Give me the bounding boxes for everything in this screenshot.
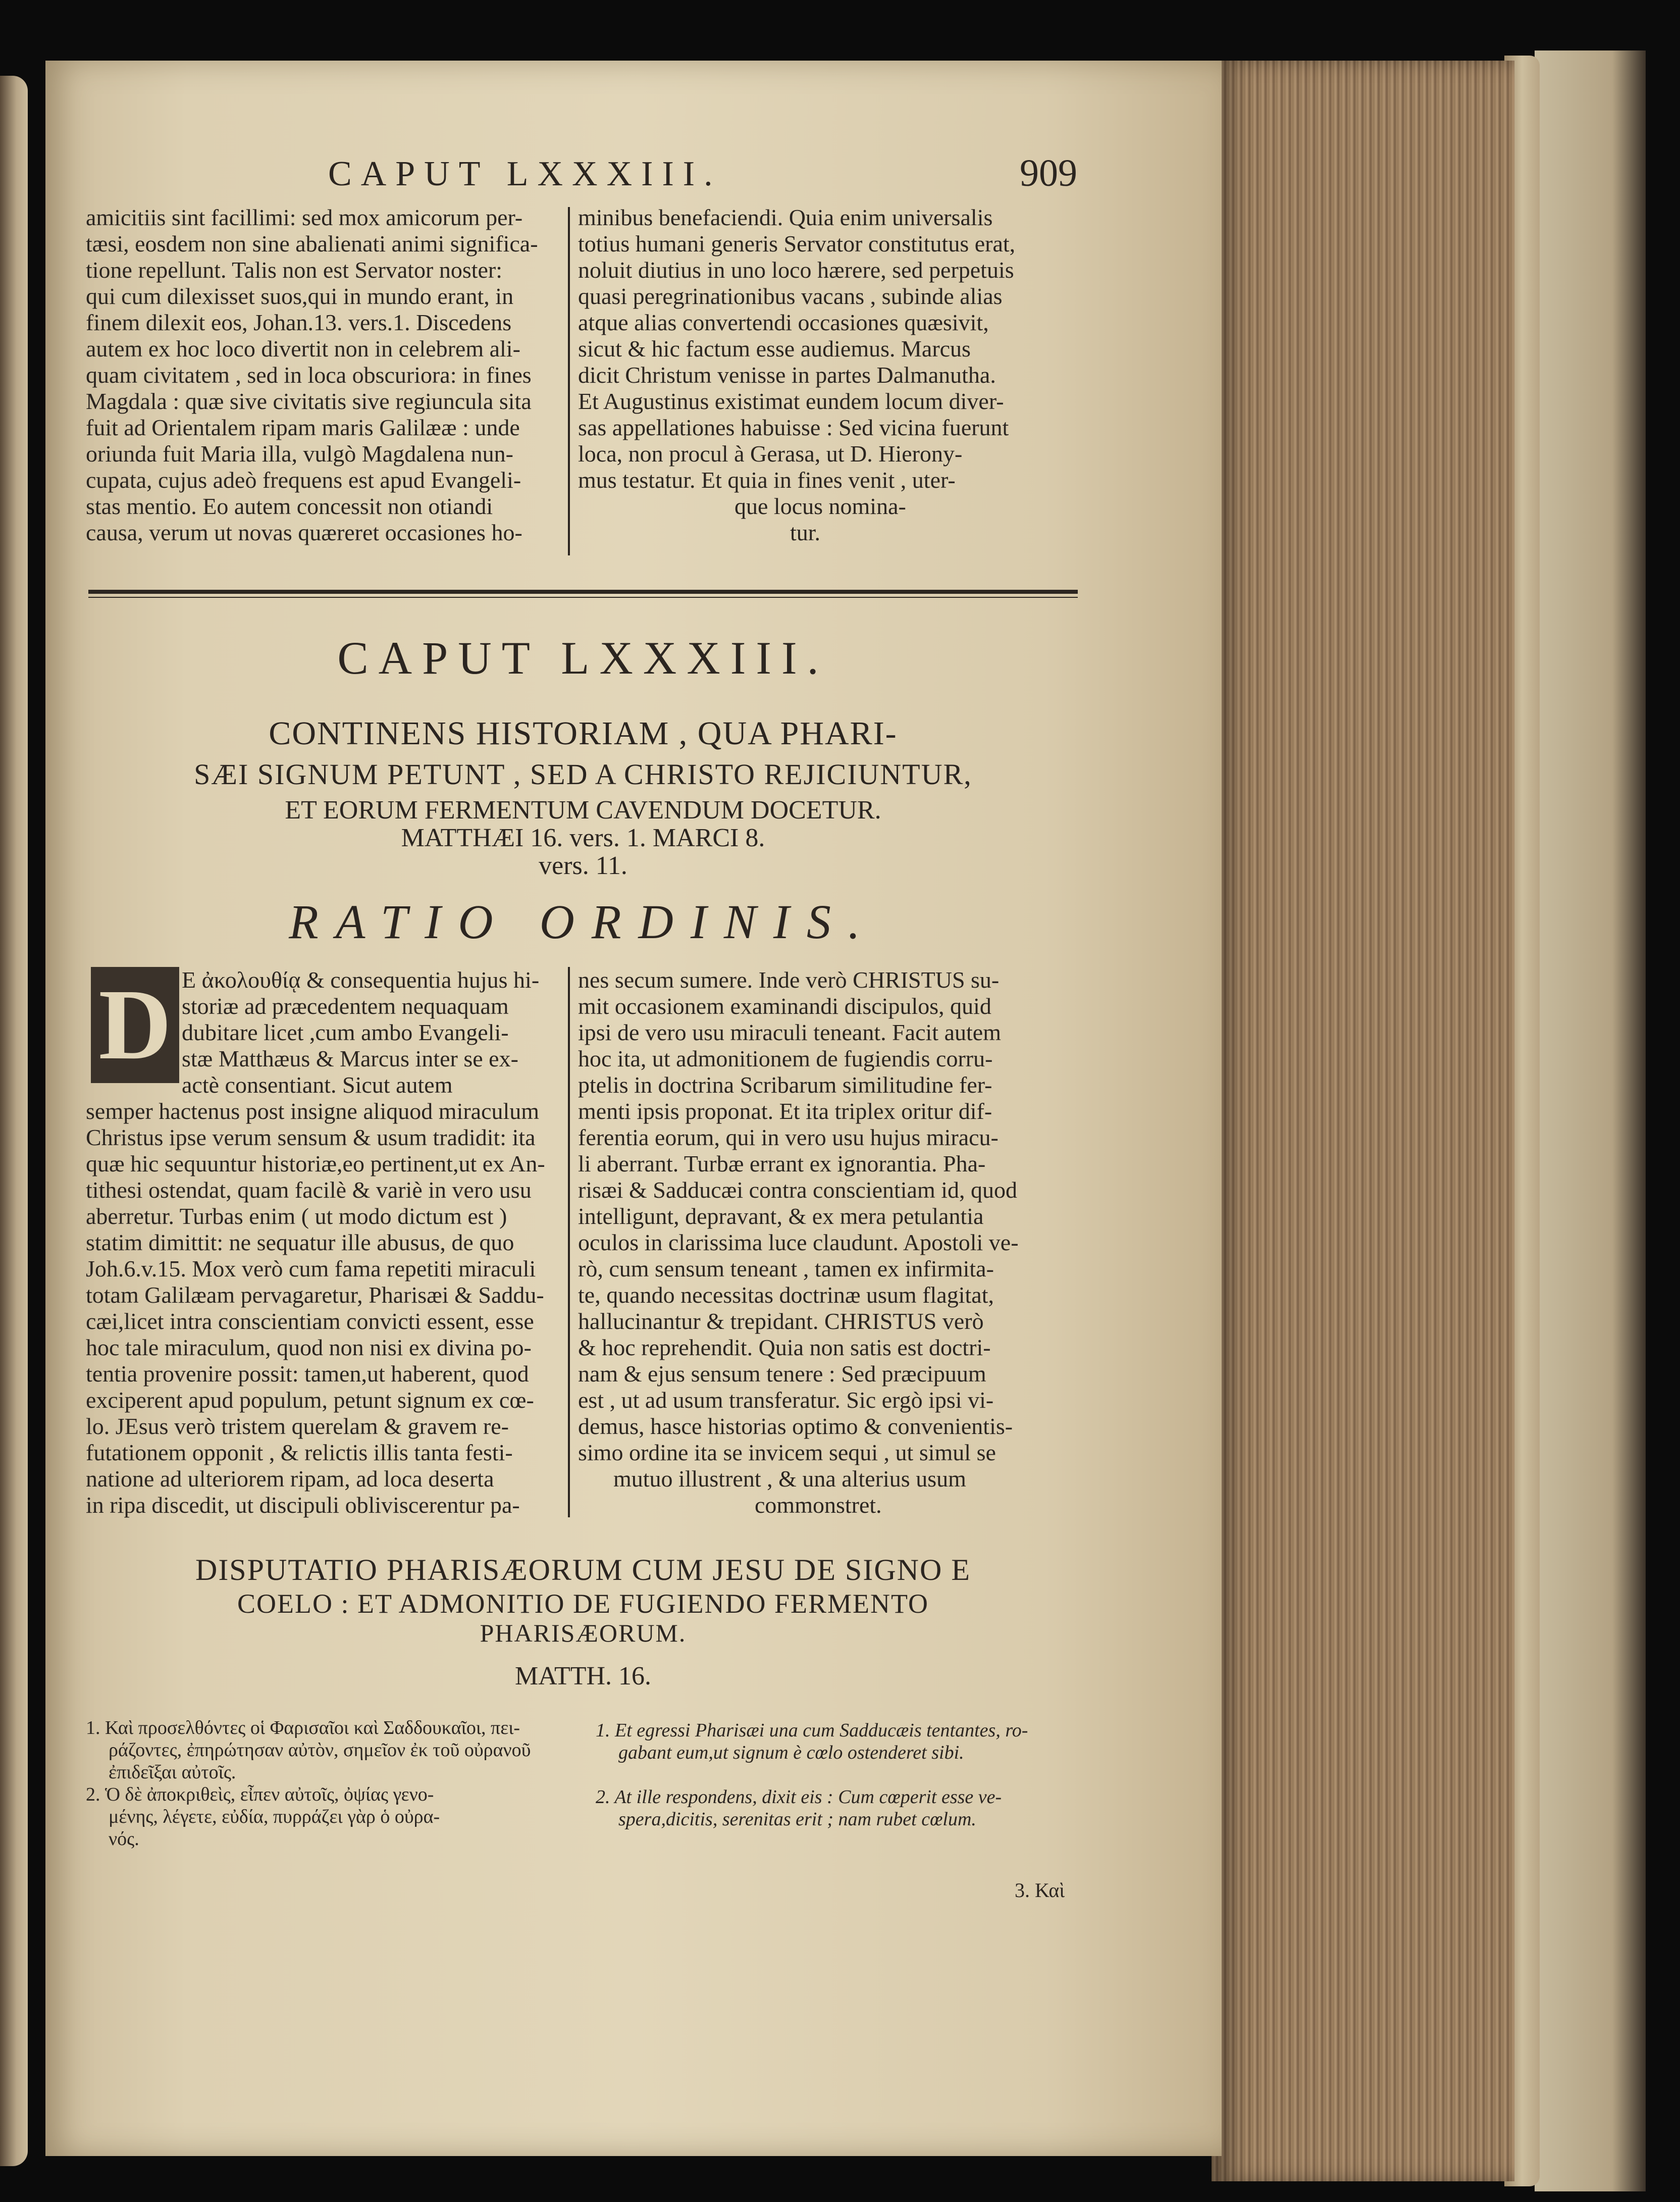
text-line: noluit diutius in uno loco hærere, sed perpetuis [578,257,1014,283]
text-line: & hoc reprehendit. Quia non satis est doctri- [578,1335,991,1360]
greek-verse-line: νός. [109,1828,139,1850]
ratio-right-column [578,967,1078,1518]
column-divider [568,967,570,1517]
disputatio-heading-line: DISPUTATIO PHARISÆORUM CUM JESU DE SIGNO E [195,1553,971,1586]
running-title: CAPUT LXXXIII. [328,155,722,193]
text-line: risæi & Sadducæi contra conscientiam id, quod [578,1177,1018,1203]
text-line: stæ Matthæus & Marcus inter se ex- [182,1046,518,1071]
latin-verse-line: 1. Et egressi Pharisæi una cum Sadducæis tentantes, ro- [596,1720,1028,1741]
chapter-subtitle-line: CONTINENS HISTORIAM , QUA PHARI- [269,715,898,752]
dropcap: D [91,967,179,1083]
text-line: minibus benefaciendi. Quia enim universalis [578,204,993,230]
disputatio-heading-line: COELO : ET ADMONITIO DE FUGIENDO FERMENTO [237,1589,929,1619]
text-line: oculos in clarissima luce claudunt. Apostoli ve- [578,1230,1019,1255]
text-line: futationem opponit , & relictis illis tanta festi- [86,1440,513,1465]
text-line: sicut & hic factum esse audiemus. Marcus [578,336,971,362]
text-line: quasi peregrinationibus vacans , subinde alias [578,283,1003,309]
text-line: qui cum dilexisset suos,qui in mundo erant, in [86,283,514,309]
text-line: stas mentio. Eo autem concessit non otiandi [86,493,493,519]
text-line: statim dimittit: ne sequatur ille abusus, de quo [86,1230,514,1255]
text-line: exciperent apud populum, petunt signum ex cœ- [86,1387,534,1413]
text-line: lo. JEsus verò tristem querelam & gravem re- [86,1413,509,1439]
text-line: te, quando necessitas doctrinæ usum flagitat, [578,1282,994,1308]
scripture-reference: MATTH. 16. [514,1662,652,1691]
text-line: mus testatur. Et quia in fines venit , uter- [578,467,956,493]
text-line: mit occasionem examinandi discipulos, quid [578,993,991,1019]
text-line: autem ex hoc loco divertit non in celebrem ali- [86,336,520,362]
text-line: tione repellunt. Talis non est Servator noster: [86,257,503,283]
text-line: demus, hasce historias optimo & convenientis- [578,1413,1013,1439]
column-divider [568,207,570,555]
page-fore-edge [1212,61,1514,2181]
text-line: cupata, cujus adeò frequens est apud Evangeli- [86,467,521,493]
text-line: quæ hic sequuntur historiæ,eo pertinent,ut ex An- [86,1151,545,1176]
text-line: Joh.6.v.15. Mox verò cum fama repetiti miraculi [86,1256,536,1282]
text-line: ptelis in doctrina Scribarum similitudine fer- [578,1072,992,1098]
text-line: storiæ ad præcedentem nequaquam [182,993,509,1019]
text-line: tæsi, eosdem non sine abalienati animi significa- [86,231,538,257]
text-line: cæi,licet intra conscientiam convicti essent, esse [86,1308,534,1334]
text-line: ferentia eorum, qui in vero usu hujus miracu- [578,1124,999,1150]
text-line: atque alias convertendi occasiones quæsivit, [578,310,989,335]
text-line: intelligunt, depravant, & ex mera petulantia [578,1203,984,1229]
text-line: rò, cum sensum teneant , tamen ex infirmita- [578,1256,994,1282]
greek-verse-line: ράζοντες, ἐπηρώτησαν αὐτὸν, σημεῖον ἐκ τοῦ οὐρανοῦ [109,1739,531,1761]
greek-verse-line: ἐπιδεῖξαι αὐτοῖς. [109,1762,236,1783]
section-heading: RATIO ORDINIS. [289,895,877,949]
text-line: oriunda fuit Maria illa, vulgò Magdalena nun- [86,441,513,467]
text-line: simo ordine ita se invicem sequi , ut simul se [578,1440,996,1465]
text-line: E ἀκολουθίᾳ & consequentia hujus hi- [182,967,540,993]
catchword: 3. Καὶ [1015,1879,1065,1902]
greek-verse-line: 1. Καὶ προσελθόντες οἱ Φαρισαῖοι καὶ Σαδδουκαῖοι, πει- [86,1717,520,1738]
section-rule [88,590,1078,594]
text-line: sas appellationes habuisse : Sed vicina fuerunt [578,415,1009,440]
greek-verses [86,1717,581,1850]
text-line: que locus nomina- [734,493,906,519]
text-line: semper hactenus post insigne aliquod miraculum [86,1098,540,1124]
text-line: dicit Christum venisse in partes Dalmanutha. [578,362,996,388]
text-line: tithesi ostendat, quam facilè & variè in vero usu [86,1177,532,1203]
text-line: dubitare licet ,cum ambo Evangeli- [182,1019,509,1045]
latin-verses [596,1719,1080,1830]
greek-verse-line: μένης, λέγετε, εὐδία, πυρράζει γὰρ ὁ οὐρα- [109,1806,440,1827]
text-line: causa, verum ut novas quæreret occasiones ho- [86,520,522,545]
left-page-edge [0,76,28,2166]
text-line: hallucinantur & trepidant. CHRISTUS verò [578,1308,984,1334]
ratio-left-column [86,967,560,1518]
text-line: Et Augustinus existimat eundem locum diver- [578,388,1004,414]
page-number: 909 [1020,152,1077,194]
text-line: totam Galilæam pervagaretur, Pharisæi & Saddu- [86,1282,544,1308]
chapter-subtitle-line: MATTHÆI 16. vers. 1. MARCI 8. [401,824,765,852]
top-left-column [86,204,560,546]
text-line: Christus ipse verum sensum & usum tradidit: ita [86,1124,536,1150]
chapter-subtitle-line: ET EORUM FERMENTUM CAVENDUM DOCETUR. [285,796,881,825]
text-line: finem dilexit eos, Johan.13. vers.1. Discedens [86,310,512,335]
text-line: commonstret. [755,1492,882,1518]
text-line: tur. [790,520,821,545]
text-line: hoc tale miraculum, quod non nisi ex divina po- [86,1335,532,1360]
top-right-column [578,204,1078,546]
text-line: loca, non procul à Gerasa, ut D. Hierony- [578,441,963,467]
disputatio-heading-line: PHARISÆORUM. [480,1619,687,1647]
chapter-title: CAPUT LXXXIII. [337,632,829,684]
latin-verse-line: gabant eum,ut signum è cœlo ostenderet sibi. [618,1742,964,1763]
text-line: nam & ejus sensum tenere : Sed præcipuum [578,1361,986,1387]
text-line: mutuo illustrent , & una alterius usum [613,1466,966,1492]
text-line: hoc ita, ut admonitionem de fugiendis corru- [578,1046,993,1071]
text-line: actè consentiant. Sicut autem [182,1072,453,1098]
chapter-subtitle-line: vers. 11. [539,851,627,880]
text-line: nes secum sumere. Inde verò CHRISTUS su- [578,967,1000,993]
text-line: li aberrant. Turbæ errant ex ignorantia. Pha- [578,1151,986,1176]
text-line: menti ipsis proponat. Et ita triplex oritur dif- [578,1098,992,1124]
text-line: natione ad ulteriorem ripam, ad loca deserta [86,1466,494,1492]
text-line: amicitiis sint facillimi: sed mox amicorum per- [86,204,523,230]
text-line: tentia provenire possit: tamen,ut haberent, quod [86,1361,529,1387]
text-line: aberretur. Turbas enim ( ut modo dictum est ) [86,1203,507,1229]
text-line: in ripa discedit, ut discipuli obliviscerentur pa- [86,1492,520,1518]
chapter-subtitle-line: SÆI SIGNUM PETUNT , SED A CHRISTO REJICIUNTUR, [194,758,972,791]
text-line: ipsi de vero usu miraculi teneant. Facit autem [578,1019,1001,1045]
text-line: est , ut ad usum transferatur. Sic ergò ipsi vi- [578,1387,994,1413]
text-line: quam civitatem , sed in loca obscuriora: in fines [86,362,532,388]
greek-verse-line: 2. Ὁ δὲ ἀποκριθεὶς, εἶπεν αὐτοῖς, ὀψίας γενο- [86,1784,434,1805]
book-cover [1535,50,1646,2191]
text-line: totius humani generis Servator constitutus erat, [578,231,1016,257]
section-rule-thin [88,597,1078,598]
text-line: Magdala : quæ sive civitatis sive regiuncula sita [86,388,532,414]
latin-verse-line: spera,dicitis, serenitas erit ; nam rubet cœlum. [618,1809,976,1830]
text-line: fuit ad Orientalem ripam maris Galilææ : unde [86,415,520,440]
latin-verse-line: 2. At ille respondens, dixit eis : Cum cœperit esse ve- [596,1786,1002,1808]
